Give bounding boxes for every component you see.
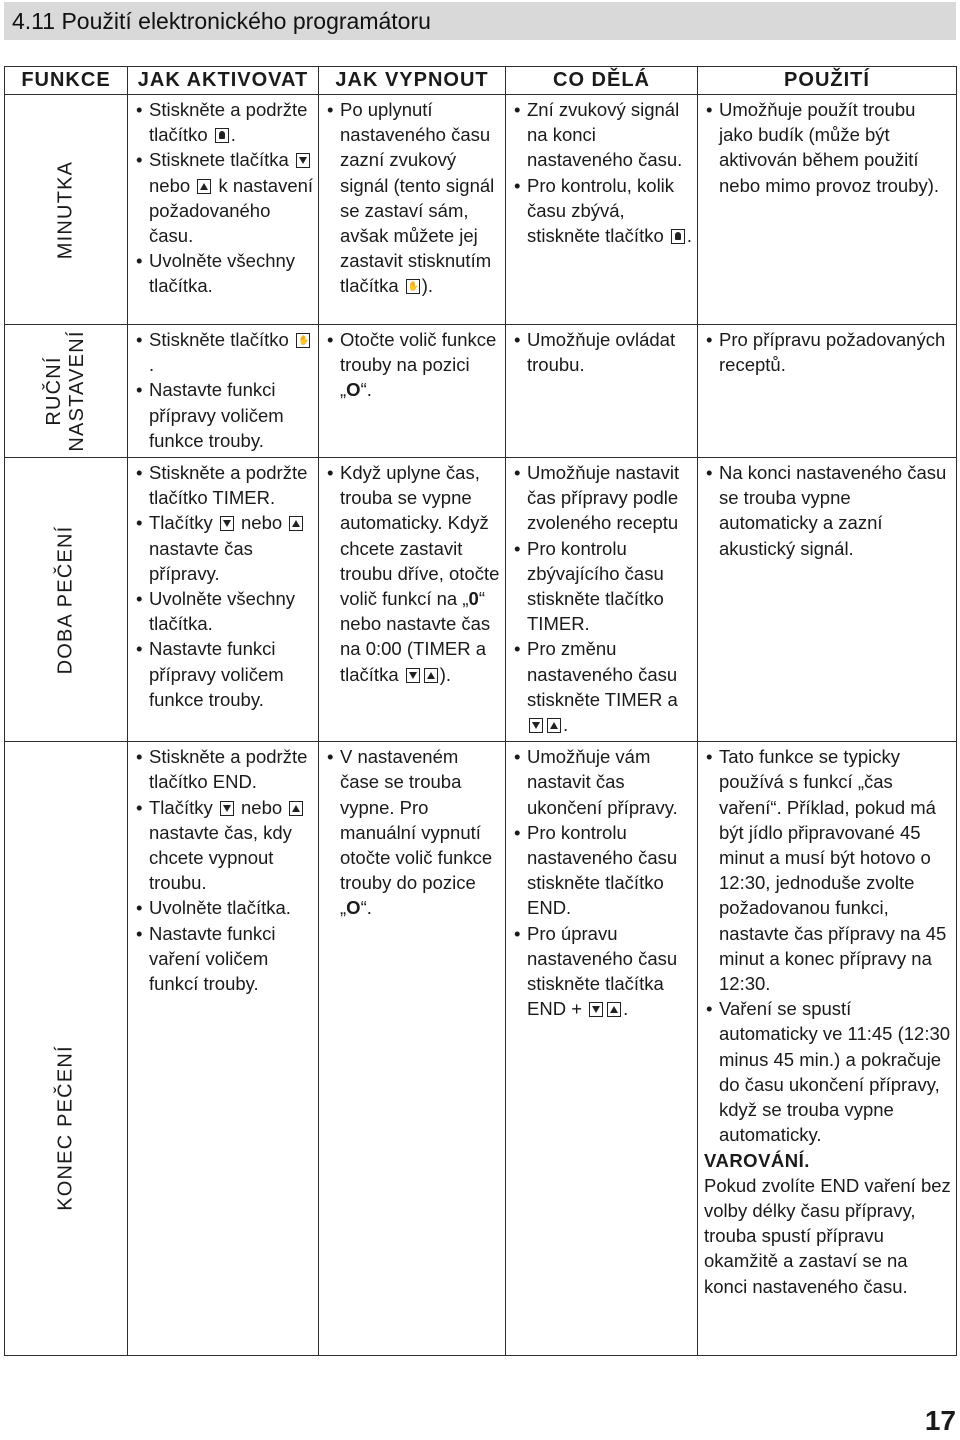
row-label-cell — [5, 742, 128, 1356]
list-item: • Umožňuje nastavit čas přípravy podle zvoleného receptu — [512, 460, 693, 536]
section-header — [4, 2, 956, 40]
list-item: • Tlačítky nebo nastavte čas přípravy. — [134, 510, 314, 586]
header-jak-vypnout: JAK VYPNOUT — [319, 67, 506, 95]
list-item: • Stiskněte a podržte tlačítko . — [134, 97, 314, 147]
list-item: • Pro kontrolu zbývajícího času stiskněte tlačítko TIMER. — [512, 536, 693, 637]
cell-does — [506, 458, 698, 742]
list-item: • Umožňuje použít troubu jako budík (může být aktivován během použití nebo mimo provoz trouby). — [704, 97, 952, 198]
arrow-up-icon — [197, 179, 211, 194]
list-item: • Stiskněte tlačítko ✋. — [134, 327, 314, 377]
list-item: • V nastaveném čase se trouba vypne. Pro manuální vypnutí otočte volič funkce trouby do pozice „O“. — [325, 744, 501, 920]
cell-usage — [698, 325, 957, 458]
arrow-up-icon — [547, 718, 561, 733]
list-item: • Umožňuje ovládat troubu. — [512, 327, 693, 377]
list-item: • Zní zvukový signál na konci nastaveného času. — [512, 97, 693, 173]
warning-title: VAROVÁNÍ. — [704, 1149, 810, 1171]
cell-usage — [698, 742, 957, 1356]
row-label-cell — [5, 458, 128, 742]
list-item: • Když uplyne čas, trouba se vypne automaticky. Když chcete zastavit troubu dříve, otočte volič funkcí na „0“ nebo nastavte čas na 0:00 (TIMER a tlačítka ). — [325, 460, 501, 687]
header-co-dela: CO DĚLÁ — [506, 67, 698, 95]
cell-does — [506, 742, 698, 1356]
list-item: • Uvolněte všechny tlačítka. — [134, 248, 314, 298]
list-item: • Stiskněte a podržte tlačítko END. — [134, 744, 314, 794]
arrow-up-icon — [424, 668, 438, 683]
row-label-doba-peceni: DOBA PEČENÍ — [54, 525, 77, 675]
table-header-row — [5, 67, 957, 95]
cell-usage — [698, 95, 957, 325]
arrow-down-icon — [220, 516, 234, 531]
list-item: • Po uplynutí nastaveného času zazní zvukový signál (tento signál se zastaví sám, avšak můžete jej zastavit stisknutím tlačítka ✋ ). — [325, 97, 501, 299]
section-title: 4.11 Použití elektronického programátoru — [12, 8, 431, 34]
cell-deactivate — [319, 95, 506, 325]
row-label-cell — [5, 95, 128, 325]
cell-does — [506, 95, 698, 325]
row-label-cell — [5, 325, 128, 458]
hand-icon — [406, 279, 420, 294]
list-item: • Uvolněte tlačítka. — [134, 895, 314, 920]
list-item: • Pro změnu nastaveného času stiskněte TIMER a . — [512, 636, 693, 737]
arrow-up-icon — [289, 801, 303, 816]
hand-icon — [296, 333, 310, 348]
list-item: • Pro kontrolu, kolik času zbývá, stiskněte tlačítko . — [512, 173, 693, 249]
list-item: • Nastavte funkci přípravy voličem funkce trouby. — [134, 377, 314, 453]
cell-deactivate — [319, 458, 506, 742]
list-item: • Uvolněte všechny tlačítka. — [134, 586, 314, 636]
row-label-line: RUČNÍ — [43, 356, 65, 426]
cell-deactivate — [319, 742, 506, 1356]
row-label-minutka: MINUTKA — [54, 160, 77, 259]
list-item: • Pro kontrolu nastaveného času stiskněte tlačítko END. — [512, 820, 693, 921]
header-funkce: FUNKCE — [5, 67, 128, 95]
arrow-down-icon — [589, 1002, 603, 1017]
programmer-table — [4, 66, 957, 1356]
list-item: • Na konci nastaveného času se trouba vypne automaticky a zazní akustický signál. — [704, 460, 952, 561]
list-item: • Nastavte funkci přípravy voličem funkce trouby. — [134, 636, 314, 712]
list-item: • Stiskněte a podržte tlačítko TIMER. — [134, 460, 314, 510]
list-item: • Vaření se spustí automaticky ve 11:45 (12:30 minus 45 min.) a pokračuje do času ukončení přípravy, když se trouba vypne automaticky. — [704, 996, 952, 1147]
header-jak-aktivovat: JAK AKTIVOVAT — [128, 67, 319, 95]
cell-activate — [128, 458, 319, 742]
row-label-rucni-nastaveni — [43, 330, 89, 451]
list-item: • Pro přípravu požadovaných receptů. — [704, 327, 952, 377]
warning-text: Pokud zvolíte END vaření bez volby délky času přípravy, trouba spustí přípravu okamžitě a zastaví se na konci nastaveného času. — [704, 1174, 951, 1297]
row-label-line: NASTAVENÍ — [66, 330, 88, 452]
header-pouziti: POUŽITÍ — [698, 67, 957, 95]
list-item: • Umožňuje vám nastavit čas ukončení přípravy. — [512, 744, 693, 820]
table-row-minutka — [5, 95, 957, 325]
arrow-down-icon — [406, 668, 420, 683]
list-item: • Pro úpravu nastaveného času stiskněte tlačítka END + . — [512, 921, 693, 1022]
cell-usage — [698, 458, 957, 742]
cell-activate — [128, 325, 319, 458]
table-row-doba-peceni — [5, 458, 957, 742]
list-item: • Stisknete tlačítka nebo k nastavení požadovaného času. — [134, 147, 314, 248]
page-number: 17 — [924, 1405, 956, 1436]
cell-activate — [128, 742, 319, 1356]
list-item: • Tato funkce se typicky používá s funkcí „čas vaření“. Příklad, pokud má být jídlo připravované 45 minut a musí být hotovo o 12:30, jednoduše zvolte požadovanou funkci, nastavte čas přípravy na 45 minut a konec přípravy na 12:30. — [704, 744, 952, 996]
arrow-down-icon — [296, 153, 310, 168]
arrow-down-icon — [529, 718, 543, 733]
row-label-konec-peceni: KONEC PEČENÍ — [54, 1045, 77, 1212]
bell-icon — [215, 128, 229, 143]
arrow-up-icon — [607, 1002, 621, 1017]
cell-deactivate — [319, 325, 506, 458]
table-row-rucni-nastaveni — [5, 325, 957, 458]
list-item: • Nastavte funkci vaření voličem funkcí trouby. — [134, 921, 314, 997]
list-item: • Otočte volič funkce trouby na pozici „O“. — [325, 327, 501, 403]
bell-icon — [671, 229, 685, 244]
cell-activate — [128, 95, 319, 325]
cell-does — [506, 325, 698, 458]
arrow-down-icon — [220, 801, 234, 816]
list-item: • Tlačítky nebo nastavte čas, kdy chcete vypnout troubu. — [134, 795, 314, 896]
programmer-table-wrapper — [4, 66, 956, 1353]
table-row-konec-peceni — [5, 742, 957, 1356]
arrow-up-icon — [289, 516, 303, 531]
